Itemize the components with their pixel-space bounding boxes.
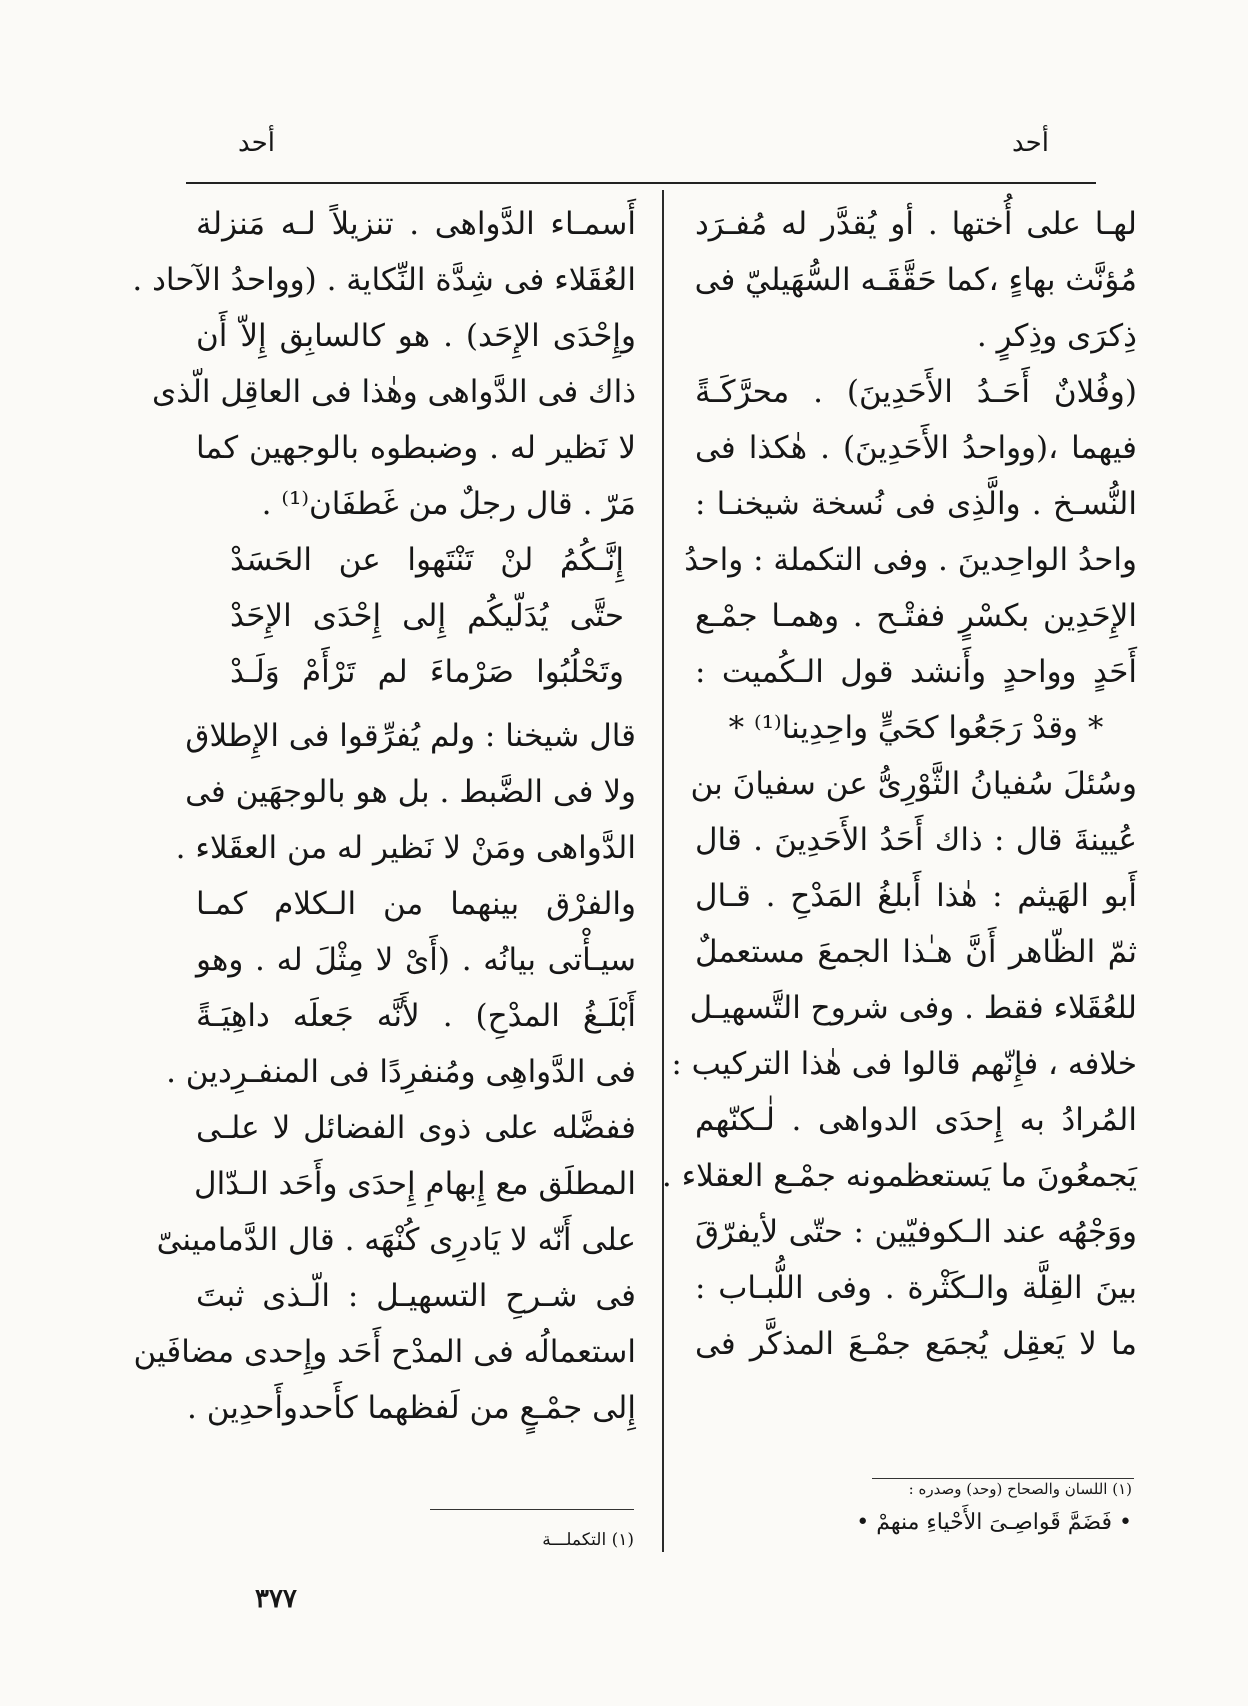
text-line: ففضَّله على ذوى الفضائل لا علـى xyxy=(196,1110,636,1146)
footnote-right-verse: • فَضَمَّ قَواصِـىَ الأَحْياءِ منهمْ • xyxy=(856,1510,1132,1535)
text-line: ذاك فى الدَّواهى وهٰذا فى العاقِل الّذى xyxy=(151,374,636,410)
text-line: فى الدَّواهِى ومُنفرِدًا فى المنفـرِدين . xyxy=(166,1054,636,1090)
text-line: ولا فى الضَّبط . بل هو بالوجهَين فى xyxy=(185,774,636,810)
text-line: مَرّ . قال رجلٌ من غَطفَان⁽¹⁾ . xyxy=(261,486,636,522)
verse-line: * وقدْ رَجَعُوا كحَيٍّ واحِدِينا⁽¹⁾ * xyxy=(728,710,1104,746)
text-line: أَبو الهَيثم : هٰذا أَبلغُ المَدْحِ . قـال xyxy=(695,878,1137,914)
running-head-left: أحد xyxy=(238,128,275,158)
right-column xyxy=(661,196,1137,1372)
text-line: ذِكرَى وذِكرٍ . xyxy=(976,318,1137,354)
text-line: النُّسـخ . والَّذِى فى نُسخة شيخنـا : xyxy=(695,486,1137,522)
text-line: ثمّ الظّاهر أَنَّ هـٰذا الجمعَ مستعملٌ xyxy=(695,934,1137,970)
footnote-left-source: (١) التكملـــة xyxy=(542,1530,634,1550)
text-line: إِلى جمْـعٍ من لَفظهما كأَحدوأَحدِين . xyxy=(187,1390,636,1426)
text-line: ووَجْهُه عند الـكوفيّين : حتّى لأيفرّقَ xyxy=(695,1214,1137,1250)
text-line: وسُئلَ سُفيانُ الثَّوْرِىُّ عن سفيانَ بن xyxy=(690,766,1137,802)
text-line: لا نَظير له . وضبطوه بالوجهين كما xyxy=(196,430,636,466)
text-line: أَسمـاء الدَّواهى . تنزيلاً لـه مَنزلة xyxy=(196,206,636,242)
text-line: أَحَدٍ وواحدٍ وأَنشد قول الـكُميت : xyxy=(695,654,1137,690)
text-line: سيـأْتى بيانُه . (أَىْ لا مِثْلَ له . وهو xyxy=(196,942,636,978)
left-column xyxy=(132,196,636,1436)
text-line: قال شيخنا : ولم يُفرِّقوا فى الإِطلاق xyxy=(185,718,636,754)
text-line: والفرْق بينهما من الـكلام كمـا xyxy=(196,886,636,922)
text-line: يَجمعُونَ ما يَستعظمونه جمْـع العقلاء . xyxy=(661,1158,1137,1194)
footnote-rule-left xyxy=(430,1509,634,1510)
text-line: الإِحَدِين بكسْرٍ ففتْـح . وهمـا جمْـع xyxy=(695,598,1137,634)
text-line: للعُقَلاء فقط . وفى شروح التَّسهيـل xyxy=(689,990,1137,1026)
text-line: ما لا يَعقِل يُجمَع جمْـعَ المذكَّر فى xyxy=(695,1326,1137,1362)
text-line: المُرادُ به إِحدَى الدواهى . لٰـكنّهم xyxy=(695,1102,1137,1138)
verse-line: وتَحْلُبُوا صَرْماءَ لم تَرْأَمْ وَلَـدْ xyxy=(230,654,624,690)
text-line: عُيينةَ قال : ذاك أَحَدُ الأَحَدِينَ . قال xyxy=(695,822,1137,858)
text-line: فيهما ،(وواحدُ الأَحَدِينَ) . هٰكذا فى xyxy=(695,430,1137,466)
text-line: الدَّواهى ومَنْ لا نَظير له من العقَلاء . xyxy=(175,830,636,866)
text-line: فى شـرحِ التسهيـل : الّـذى ثبتَ xyxy=(196,1278,636,1314)
text-line: المطلَق مع إِبهامِ إِحدَى وأَحَد الـدّال xyxy=(194,1166,636,1202)
text-line: وإِحْدَى الإِحَد) . هو كالسابِق إِلاّ أَن xyxy=(196,318,636,354)
footnote-right-source: (١) اللسان والصحاح (وحد) وصدره : xyxy=(908,1480,1132,1498)
text-line: بينَ القِلَّة والـكَثْرة . وفى اللُّبـاب : xyxy=(695,1270,1137,1306)
verse-line: إِنَّـكُمُ لنْ تَنْتَهوا عن الحَسَدْ xyxy=(230,542,624,578)
column-divider xyxy=(662,190,664,1552)
text-line: مُؤنَّث بهاءٍ ،كما حَقَّقَـه السُّهَيليّ فى xyxy=(694,262,1137,298)
text-line: لهـا على أُختها . أو يُقدَّر له مُفـرَد xyxy=(695,206,1137,242)
text-line: استعمالُه فى المدْح أَحَد وإِحدى مضافَين xyxy=(133,1334,636,1370)
text-line: خلافه ، فإِنّهم قالوا فى هٰذا التركيب : xyxy=(671,1046,1137,1082)
page-number: ٣٧٧ xyxy=(255,1584,297,1614)
footnote-rule-right xyxy=(872,1478,1134,1479)
text-line: أَبْلَـغُ المدْحِ) . لأَنَّه جَعلَه داهِيَـةً xyxy=(196,998,636,1034)
text-line: على أَنّه لا يَادرِى كُنْهَه . قال الدَّمامينىّ xyxy=(156,1222,636,1258)
text-line: (وفُلانٌ أَحَـدُ الأَحَدِينَ) . محرَّكَـةً xyxy=(695,374,1137,410)
header-rule xyxy=(186,182,1096,184)
verse-line: حتَّى يُدَلّيكُم إِلى إِحْدَى الإِحَدْ xyxy=(230,598,624,634)
text-line: العُقَلاء فى شِدَّة النِّكاية . (وواحدُ الآحاد . xyxy=(132,262,636,298)
running-head-right: أحد xyxy=(1012,128,1049,158)
text-line: واحدُ الواحِدينَ . وفى التكملة : واحدُ xyxy=(684,542,1137,578)
